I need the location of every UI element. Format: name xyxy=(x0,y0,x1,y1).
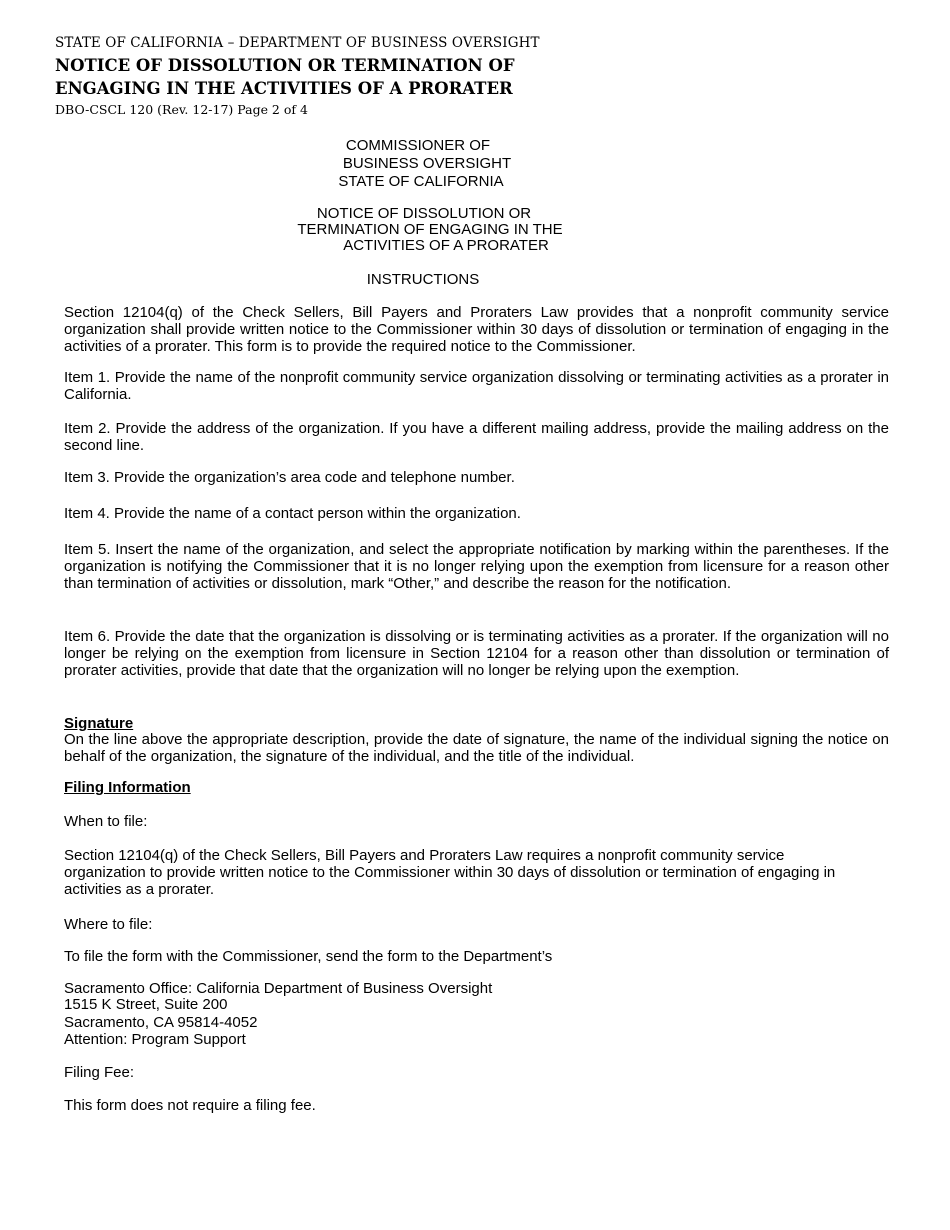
item-5: Item 5. Insert the name of the organization, and select the appropriate notification by marking within the parentheses. If the organization is notifying the Commissioner that it is no longer relying upon the exemption from licensure for a reason other than termination of activities or dissolution, mark “Other,” and describe the reason for the notification. xyxy=(64,541,889,592)
address-line-3: Sacramento, CA 95814-4052 xyxy=(64,1014,258,1031)
item-2: Item 2. Provide the address of the organization. If you have a different mailing address, provide the mailing address on the second line. xyxy=(64,420,889,454)
agency-header: STATE OF CALIFORNIA – DEPARTMENT OF BUSINESS OVERSIGHT xyxy=(55,35,540,51)
address-line-2: 1515 K Street, Suite 200 xyxy=(64,996,228,1013)
when-to-file-label: When to file: xyxy=(64,813,148,830)
form-title-line-1: NOTICE OF DISSOLUTION OR TERMINATION OF xyxy=(55,56,515,75)
when-to-file-text: Section 12104(q) of the Check Sellers, Bill Payers and Proraters Law requires a nonprofit community service organization to provide written notice to the Commissioner within 30 days of dissolution or termination of engaging in activities as a prorater. xyxy=(64,847,836,898)
item-3: Item 3. Provide the organization’s area code and telephone number. xyxy=(64,469,515,486)
signature-text: On the line above the appropriate description, provide the date of signature, the name of the individual signing the notice on behalf of the organization, the signature of the individual, and the title of the individual. xyxy=(64,731,889,765)
notice-line-2: TERMINATION OF ENGAGING IN THE xyxy=(297,221,563,238)
signature-heading: Signature xyxy=(64,715,134,732)
notice-line-1: NOTICE OF DISSOLUTION OR xyxy=(316,205,532,222)
item-4: Item 4. Provide the name of a contact person within the organization. xyxy=(64,505,521,522)
item-1: Item 1. Provide the name of the nonprofit community service organization dissolving or terminating activities as a prorater in California. xyxy=(64,369,889,403)
filing-fee-label: Filing Fee: xyxy=(64,1064,135,1081)
filing-fee-text: This form does not require a filing fee. xyxy=(64,1097,316,1114)
commissioner-line-3: STATE OF CALIFORNIA xyxy=(338,173,504,190)
instructions-heading: INSTRUCTIONS xyxy=(366,271,480,288)
where-to-file-label: Where to file: xyxy=(64,916,153,933)
commissioner-line-2: BUSINESS OVERSIGHT xyxy=(342,155,512,172)
form-id: DBO-CSCL 120 (Rev. 12-17) Page 2 of 4 xyxy=(55,102,308,117)
address-line-4: Attention: Program Support xyxy=(64,1031,246,1048)
commissioner-line-1: COMMISSIONER OF xyxy=(345,137,491,154)
item-6: Item 6. Provide the date that the organization is dissolving or is terminating activities as a prorater. If the organization will no longer be relying on the exemption from licensure in Section 12104 for a reason other than dissolution or termination of prorater activities, provide that date that the organization will no longer be relying upon the exemption. xyxy=(64,628,889,679)
where-to-file-text: To file the form with the Commissioner, send the form to the Department’s xyxy=(64,948,553,965)
address-line-1: Sacramento Office: California Department of Business Oversight xyxy=(64,980,493,997)
form-title-line-2: ENGAGING IN THE ACTIVITIES OF A PRORATER xyxy=(55,79,513,98)
filing-info-heading: Filing Information xyxy=(64,779,191,796)
notice-line-3: ACTIVITIES OF A PRORATER xyxy=(343,237,549,254)
intro-paragraph: Section 12104(q) of the Check Sellers, Bill Payers and Proraters Law provides that a nonprofit community service organization shall provide written notice to the Commissioner within 30 days of dissolution or termination of engaging in the activities of a prorater. This form is to provide the required notice to the Commissioner. xyxy=(64,304,889,355)
